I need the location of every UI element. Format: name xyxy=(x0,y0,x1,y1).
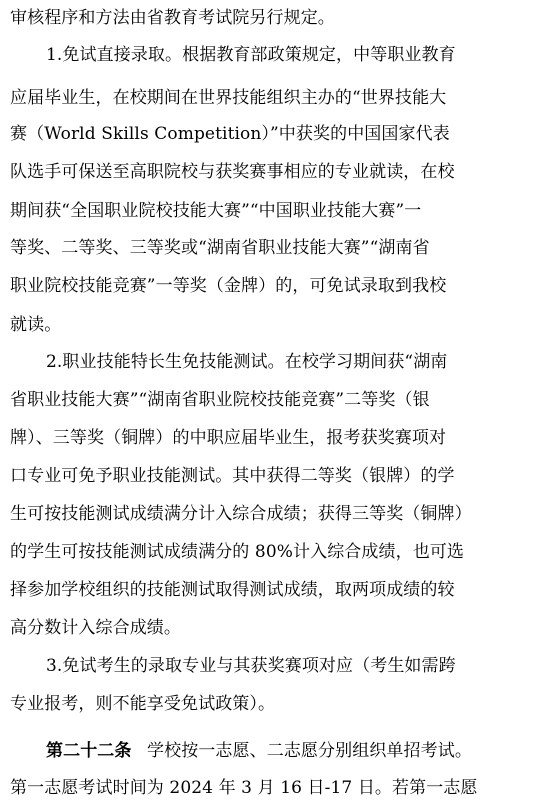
text-line: 省职业技能大赛”“湖南省职业院校技能竞赛”二等奖（银 xyxy=(10,390,430,410)
article-text: 学校按一志愿、二志愿分别组织单招考试。 xyxy=(147,741,472,761)
text-line: 第一志愿考试时间为 2024 年 3 月 16 日-17 日。若第一志愿 xyxy=(10,778,478,798)
text-line: 职业院校技能竞赛”一等奖（金牌）的，可免试录取到我校 xyxy=(10,276,447,296)
text-line: 高分数计入综合成绩。 xyxy=(10,618,181,638)
text-line: 期间获“全国职业院校技能大赛”“中国职业技能大赛”一 xyxy=(10,201,422,221)
text-line: 赛（World Skills Competition）”中获奖的中国国家代表 xyxy=(10,124,450,144)
text-line: 口专业可免予职业技能测试。其中获得二等奖（银牌）的学 xyxy=(10,466,455,486)
text-line: 等奖、二等奖、三等奖或“湖南省职业技能大赛”“湖南省 xyxy=(10,238,430,258)
text-line: 应届毕业生，在校期间在世界技能组织主办的“世界技能大 xyxy=(10,88,447,108)
text-line: 专业报考，则不能享受免试政策）。 xyxy=(10,694,276,714)
text-line: 审核程序和方法由省教育考试院另行规定。 xyxy=(10,8,335,28)
text-line: 的学生可按技能测试成绩满分的 80%计入综合成绩，也可选 xyxy=(10,542,464,562)
article-line xyxy=(10,733,525,769)
text-line: 牌）、三等奖（铜牌）的中职应届毕业生，报考获奖赛项对 xyxy=(10,428,447,448)
paragraph-2-line: 2.职业技能特长生免技能测试。在校学习期间获“湖南 xyxy=(46,352,448,372)
text-line: 择参加学校组织的技能测试取得测试成绩，取两项成绩的较 xyxy=(10,580,455,600)
text-line: 就读。 xyxy=(10,315,62,335)
text-line: 队选手可保送至高职院校与获奖赛事相应的专业就读，在校 xyxy=(10,162,455,182)
text-line: 生可按技能测试成绩满分计入综合成绩；获得三等奖（铜牌） xyxy=(10,504,472,524)
paragraph-1-line: 1.免试直接录取。根据教育部政策规定，中等职业教育 xyxy=(46,45,456,65)
article-heading: 第二十二条 xyxy=(46,741,132,761)
paragraph-3-line: 3.免试考生的录取专业与其获奖赛项对应（考生如需跨 xyxy=(46,656,456,676)
